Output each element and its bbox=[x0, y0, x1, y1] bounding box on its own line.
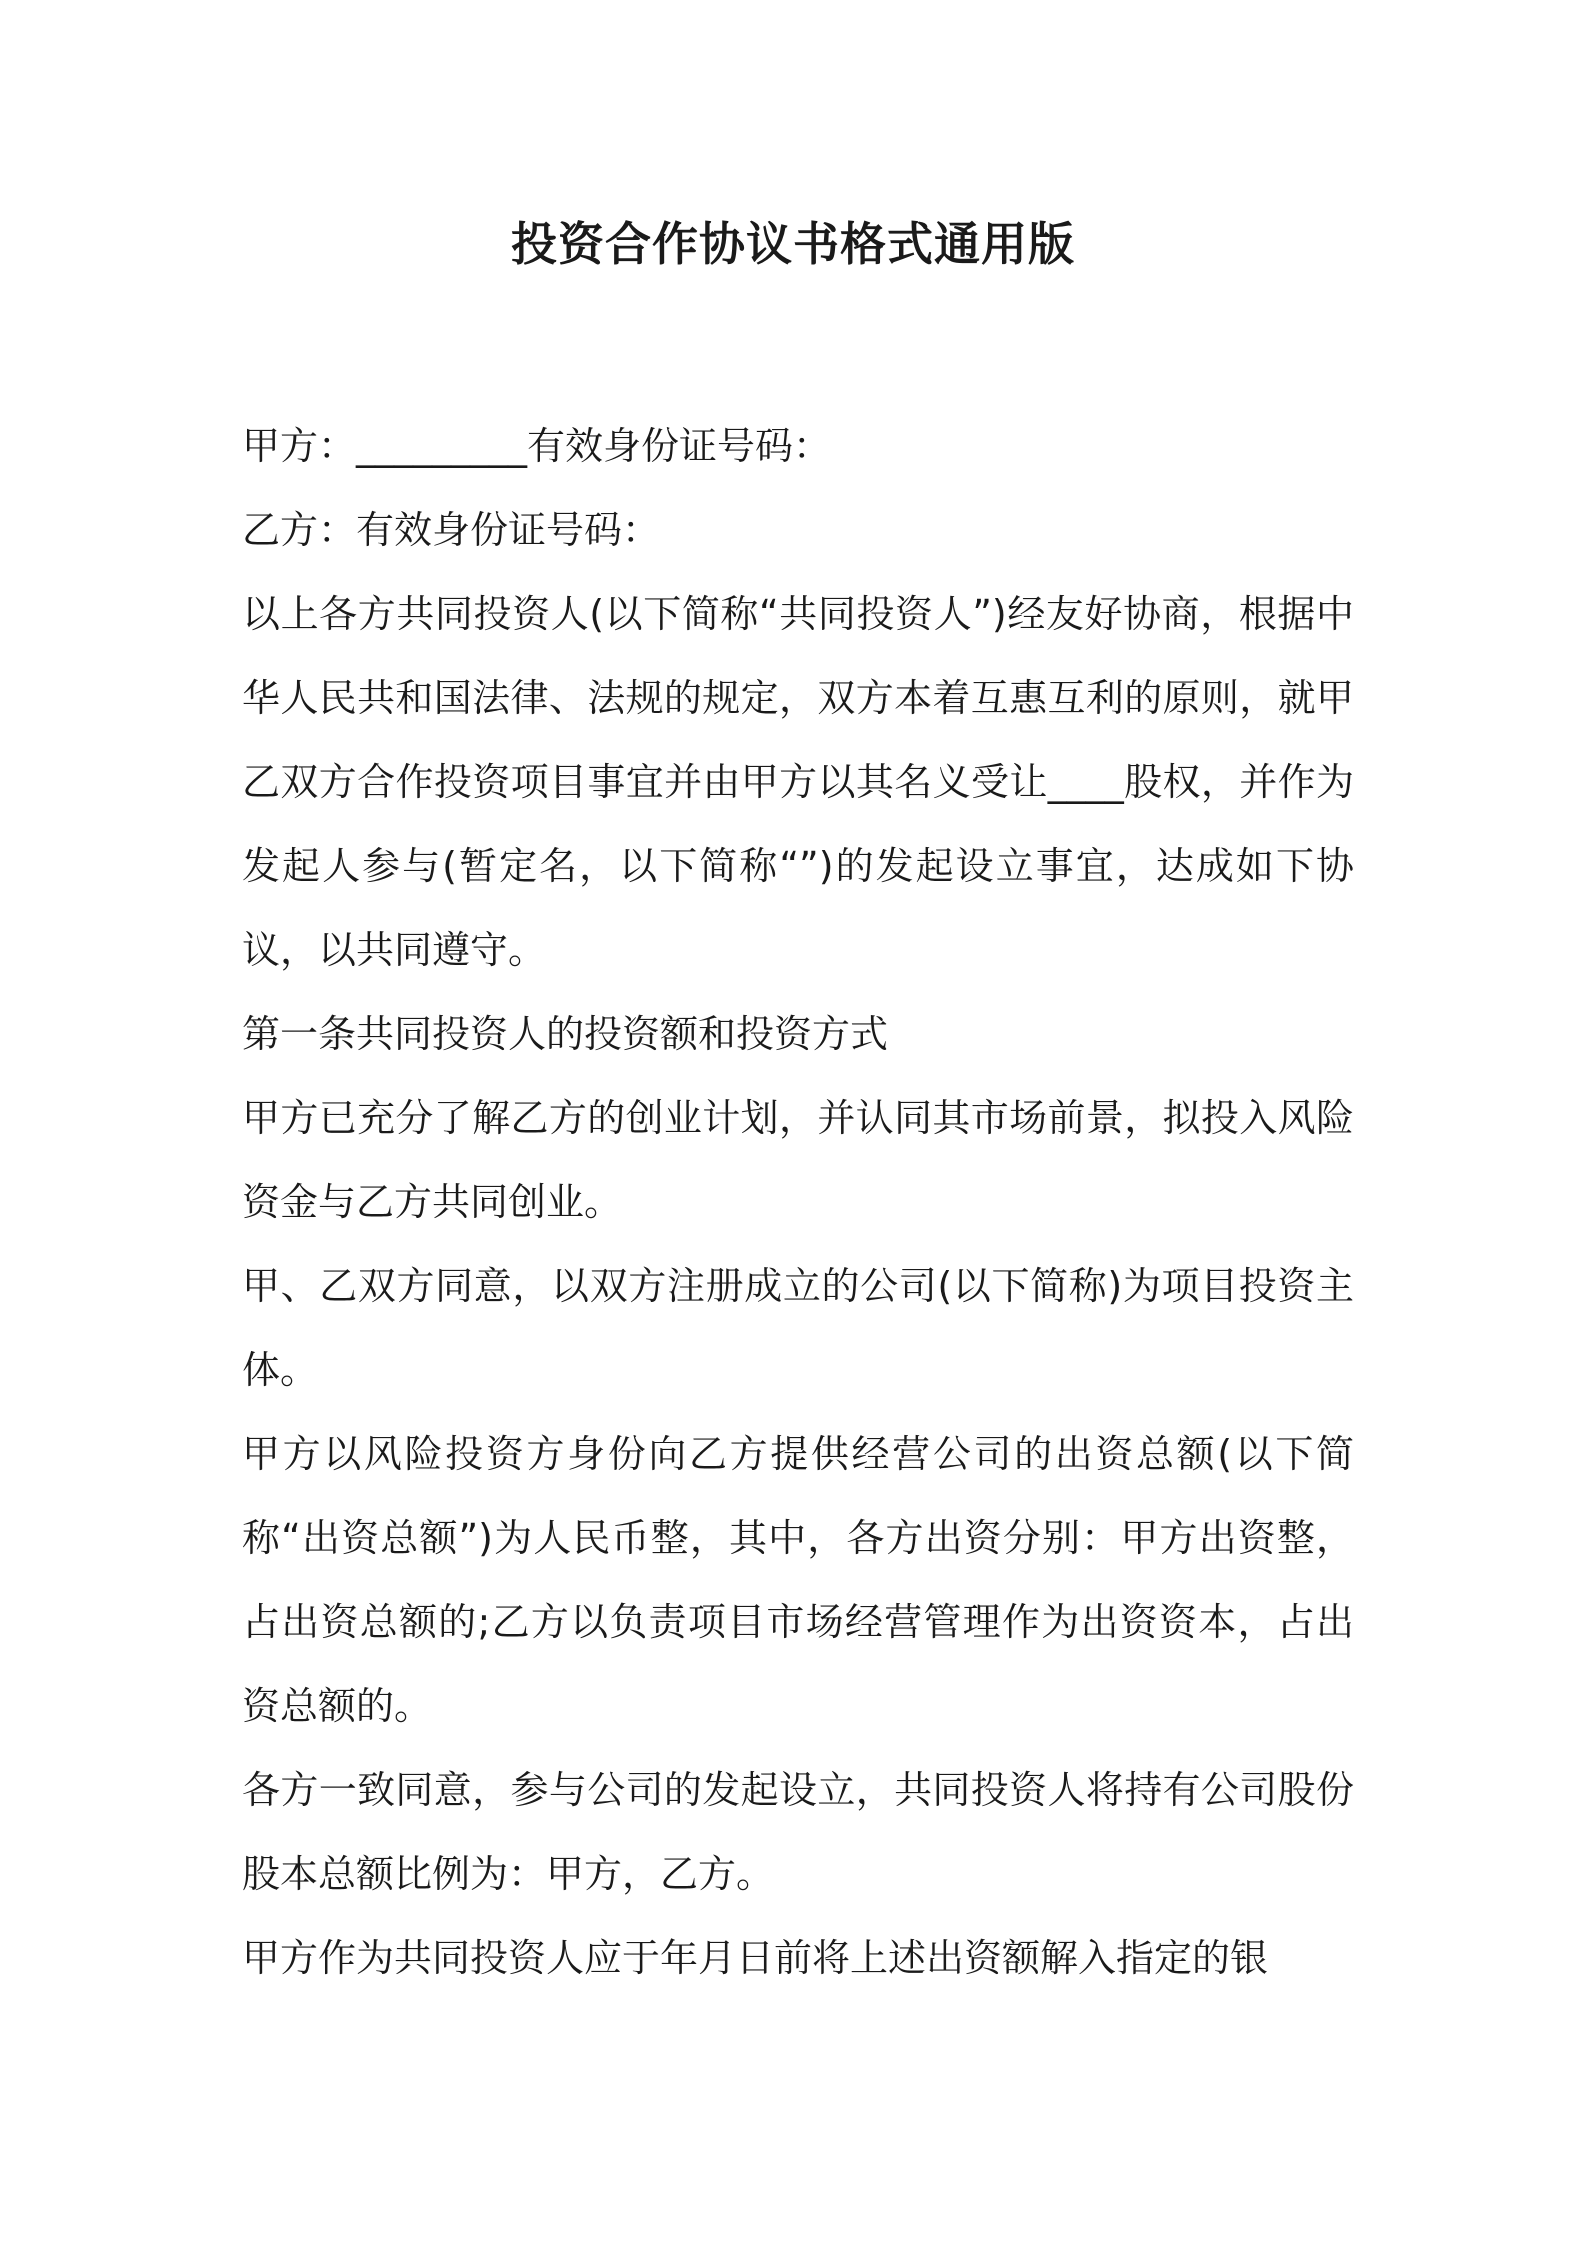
party-a-line: 甲方：_________有效身份证号码： bbox=[242, 424, 832, 468]
body-paragraph: 甲方以风险投资方身份向乙方提供经营公司的出资总额(以下简称“出资总额”)为人民币整，其中，各方出资分别：甲方出资整，占出资总额的;乙方以负责项目市场经营管理作为出资资本，占出资总额的。 bbox=[242, 1432, 1354, 1728]
article-one-heading: 第一条共同投资人的投资额和投资方式 bbox=[242, 1012, 889, 1056]
body-paragraph: 甲方作为共同投资人应于年月日前将上述出资额解入指定的银 bbox=[242, 1936, 1269, 1980]
preamble-paragraph: 以上各方共同投资人(以下简称“共同投资人”)经友好协商，根据中华人民共和国法律、法规的规定，双方本着互惠互利的原则，就甲乙双方合作投资项目事宜并由甲方以其名义受让____股权，并作为发起人参与(暂定名，以下简称“”)的发起设立事宜，达成如下协议，以共同遵守。 bbox=[242, 592, 1354, 972]
body-paragraph: 各方一致同意，参与公司的发起设立，共同投资人将持有公司股份股本总额比例为：甲方，乙方。 bbox=[242, 1768, 1354, 1896]
party-b-line: 乙方：有效身份证号码： bbox=[242, 508, 661, 552]
body-paragraph: 甲、乙双方同意，以双方注册成立的公司(以下简称)为项目投资主体。 bbox=[242, 1264, 1354, 1392]
document-title: 投资合作协议书格式通用版 bbox=[511, 217, 1075, 271]
document-body bbox=[242, 404, 1354, 2000]
body-paragraph: 甲方已充分了解乙方的创业计划，并认同其市场前景，拟投入风险资金与乙方共同创业。 bbox=[242, 1096, 1354, 1224]
